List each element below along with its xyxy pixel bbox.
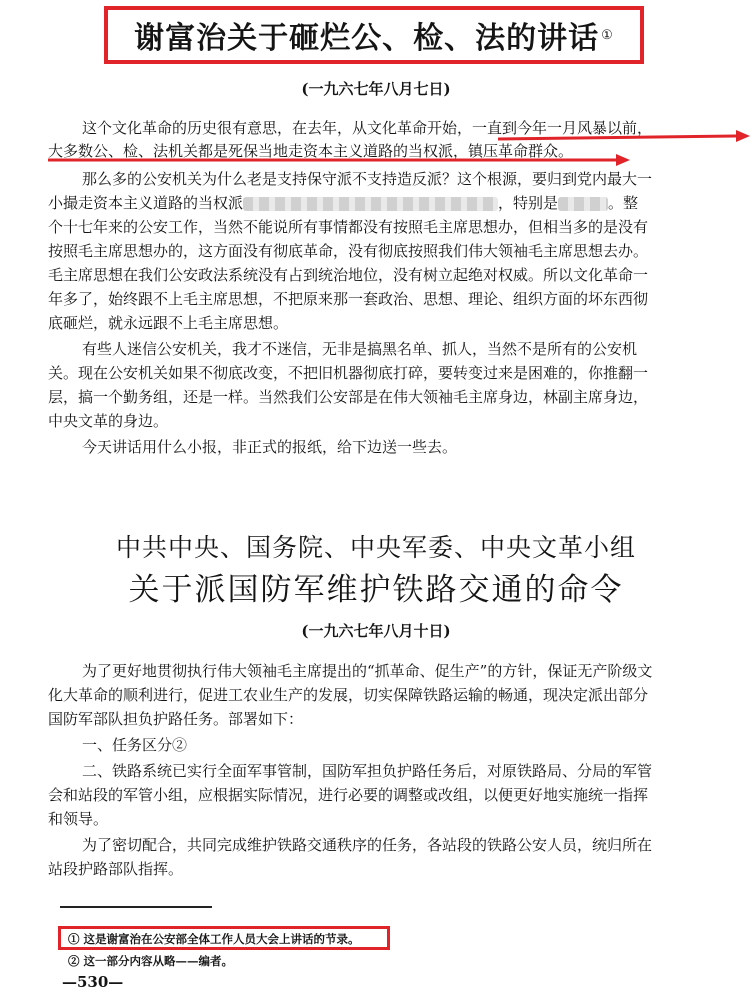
speech-date: (一九六七年八月七日) [301,80,451,98]
p2-line2-part-b: ，特别是 [498,194,559,212]
arrow-line-1 [498,136,736,139]
arrow-head-1 [736,130,750,142]
speech-p2-line4: 按照毛主席思想办的，这方面没有彻底革命，没有彻底按照我们伟大领袖毛主席思想去办。 [48,242,649,260]
page-number: —530— [62,973,124,991]
order-p1-line2: 化大革命的顺利进行，促进工农业生产的发展，切实保障铁路运输的畅通，现决定派出部分 [48,686,649,704]
speech-p3-line4: 中央文革的身边。 [48,412,169,430]
speech-p4-line1: 今天讲话用什么小报，非正式的报纸，给下边送一些去。 [82,438,458,456]
speech-p3-line1: 有些人迷信公安机关，我才不迷信，无非是搞黑名单、抓人，当然不是所有的公安机 [82,340,638,358]
speech-p3-line2: 关。现在公安机关如果不彻底改变，不把旧机器彻底打碎，要转变过来是困难的，你推翻一 [48,364,649,382]
order-heading-2: 关于派国防军维护铁路交通的命令 [128,572,624,608]
redacted-blur-2 [558,197,608,211]
speech-p1-line1: 这个文化革命的历史很有意思，在去年，从文化革命开始，一直到今年一月风暴以前， [82,119,653,137]
speech-p3-line3: 层，搞一个勤务组，还是一样。当然我们公安部是在伟大领袖毛主席身边，林副主席身边， [48,388,649,406]
order-s3-line2: 站段护路部队指挥。 [48,860,184,878]
speech-title-box [104,6,644,64]
p2-line2-part-c: 。整 [608,194,639,212]
order-section-1: 一、任务区分② [82,736,188,754]
speech-p1-line2: 大多数公、检、法机关都是死保当地走资本主义道路的当权派，镇压革命群众。 [48,142,574,160]
p2-line2-part-a: 小撮走资本主义道路的当权派 [48,194,244,212]
footnote-2: ② 这一部分内容从略——编者。 [68,954,234,968]
speech-p2-line6: 年多了，始终跟不上毛主席思想，不把原来那一套政治、思想、理论、组织方面的坏东西彻 [48,290,649,308]
footnote-rule [60,906,212,908]
redacted-blur-1 [243,197,498,211]
speech-title: 谢富治关于砸烂公、检、法的讲话 [134,21,600,56]
highlight-arrows [44,128,750,168]
speech-p2-line7: 底砸烂，就永远跟不上毛主席思想。 [48,314,289,332]
order-p1-line1: 为了更好地贯彻执行伟大领袖毛主席提出的“抓革命、促生产”的方针，保证无产阶级文 [82,662,653,680]
footnote-1: ① 这是谢富治在公安部全体工作人员大会上讲话的节录。 [68,932,360,946]
speech-p2-line3: 个十七年来的公安工作，当然不能说所有事情都没有按照毛主席思想办，但相当多的是没有 [48,218,649,236]
order-s3-line1: 为了密切配合，共同完成维护铁路交通秩序的任务，各站段的铁路公安人员，统归所在 [82,836,653,854]
order-p1-line3: 国防军部队担负护路任务。部署如下： [48,710,304,728]
speech-p2-line2 [48,192,638,214]
order-heading-1: 中共中央、国务院、中央军委、中央文革小组 [115,533,636,562]
speech-p2-line1: 那么多的公安机关为什么老是支持保守派不支持造反派？这个根源，要归到党内最大一 [82,170,653,188]
title-footnote-mark: ① [601,27,614,43]
arrow-head-2 [616,154,630,166]
order-s2-line3: 和领导。 [48,810,109,828]
order-date: (一九六七年八月十日) [301,622,451,640]
order-s2-line1: 二、铁路系统已实行全面军事管制，国防军担负护路任务后，对原铁路局、分局的军管 [82,762,653,780]
order-s2-line2: 会和站段的军管小组，应根据实际情况，进行必要的调整或改组，以便更好地实施统一指挥 [48,786,649,804]
speech-p2-line5: 毛主席思想在我们公安政法系统没有占到统治地位，没有树立起绝对权威。所以文化革命一 [48,266,649,284]
